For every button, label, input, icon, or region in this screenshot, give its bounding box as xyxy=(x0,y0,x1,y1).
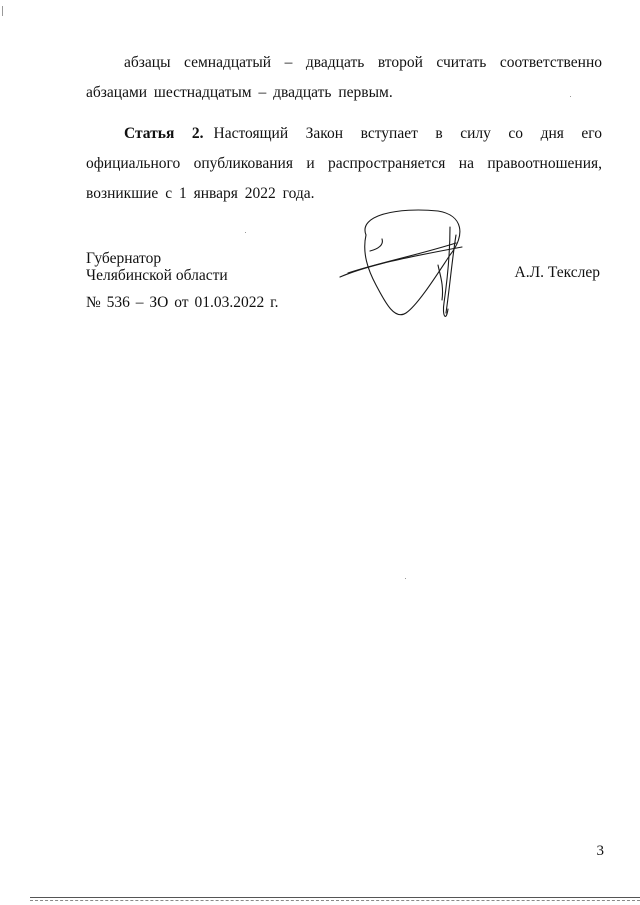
scan-speck xyxy=(570,96,571,97)
scan-speck xyxy=(405,578,406,579)
article-label: Статья 2. xyxy=(124,125,204,142)
page-bottom-edge xyxy=(30,897,640,898)
law-number: № 536 – ЗО от 01.03.2022 г. xyxy=(86,294,279,311)
scan-speck xyxy=(245,232,246,233)
article-text: Настоящий Закон вступает в силу со дня его официального опубликования и распространяется на правоотношения, возникшие с 1 января 2022 года. xyxy=(86,125,603,202)
scan-speck xyxy=(2,6,3,16)
paragraph-text: абзацы семнадцатый – двадцать второй считать соответственно абзацами шестнадцатым – двадцать первым. xyxy=(86,54,602,101)
governor-title-line1: Губернатор xyxy=(86,250,162,267)
article-2-paragraph xyxy=(86,119,602,209)
page-number: 3 xyxy=(596,843,604,859)
signer-name: А.Л. Текслер xyxy=(514,264,600,281)
handwritten-signature xyxy=(338,205,478,330)
page-bottom-edge xyxy=(30,900,640,901)
governor-title-line2: Челябинской области xyxy=(86,267,228,284)
governor-title xyxy=(86,250,228,284)
